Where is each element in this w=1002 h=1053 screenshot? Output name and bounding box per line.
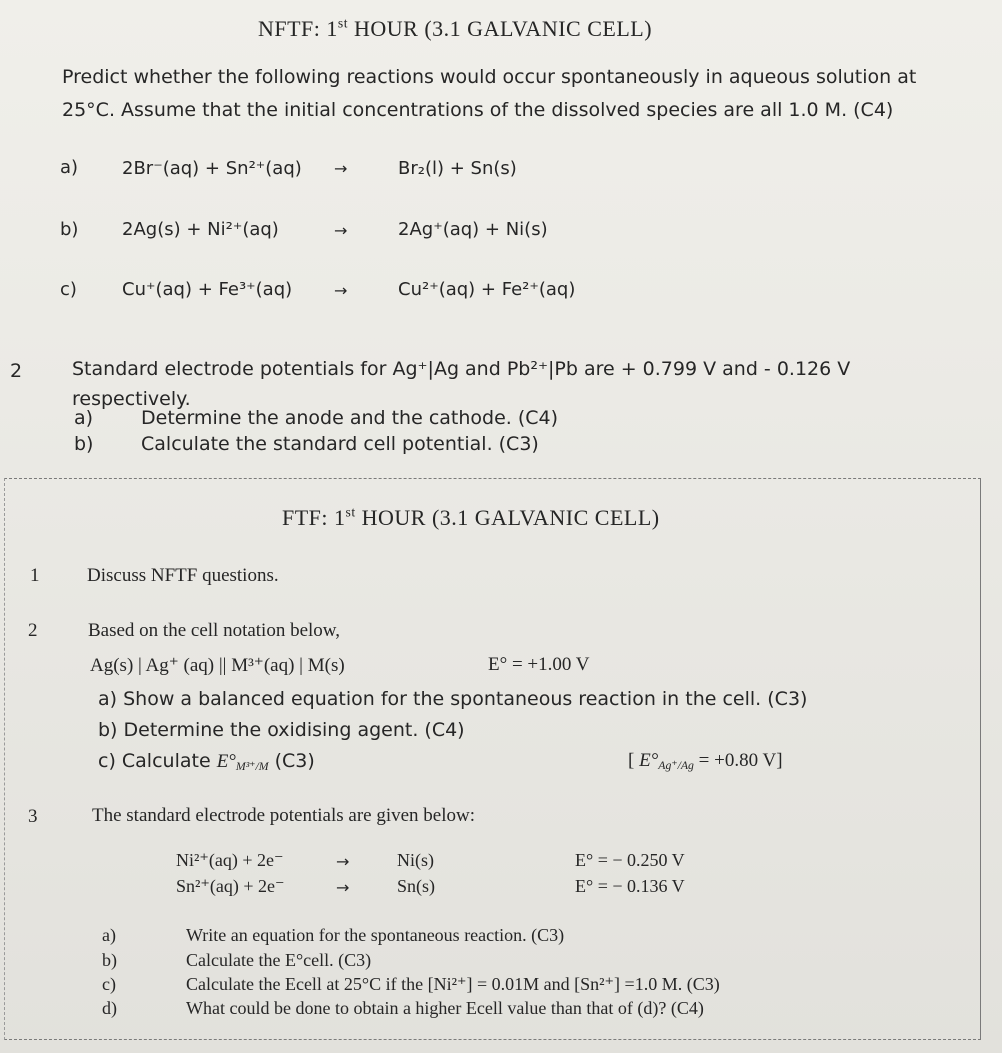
ftf-q3a-text: Write an equation for the spontaneous reaction. (C3) xyxy=(186,925,565,945)
nftf-q2-line2: respectively. xyxy=(72,388,191,410)
reaction-a-reactants: 2Br⁻(aq) + Sn²⁺(aq) xyxy=(122,158,302,179)
ftf-q3b-text: Calculate the E°cell. (C3) xyxy=(186,950,372,970)
ftf-q2-number: 2 xyxy=(28,620,38,641)
half-reaction-sn-right: Sn(s) xyxy=(397,876,436,896)
ftf-q3-text: The standard electrode potentials are given below: xyxy=(92,805,476,826)
ftf-title-superscript: st xyxy=(345,504,356,520)
nftf-q2a-label: a) xyxy=(74,407,94,429)
cell-potential: E° = +1.00 V xyxy=(488,654,590,675)
ftf-q2c xyxy=(98,750,315,773)
reaction-c-products: Cu²⁺(aq) + Fe²⁺(aq) xyxy=(398,279,576,300)
ftf-q3c-label: c) xyxy=(102,974,116,994)
ftf-q2b-text: b) Determine the oxidising agent. (C4) xyxy=(98,719,465,741)
half-reaction-sn-arrow: → xyxy=(336,878,350,897)
half-reaction-ni-left: Ni²⁺(aq) + 2e⁻ xyxy=(176,850,284,870)
cell-notation: Ag(s) | Ag⁺ (aq) || M³⁺(aq) | M(s) xyxy=(90,655,345,676)
ftf-q3d-label: d) xyxy=(102,998,117,1018)
given-open-bracket: [ xyxy=(628,750,635,771)
ftf-q1-number: 1 xyxy=(30,565,40,586)
half-reaction-sn-left: Sn²⁺(aq) + 2e⁻ xyxy=(176,876,285,896)
ftf-q2c-label: c) Calculate xyxy=(98,750,211,772)
nftf-q2-line1: Standard electrode potentials for Ag⁺|Ag and Pb²⁺|Pb are + 0.799 V and - 0.126 V xyxy=(72,358,851,380)
nftf-title-rest: HOUR (3.1 GALVANIC CELL) xyxy=(348,16,653,41)
reaction-a-label: a) xyxy=(60,157,79,178)
ftf-q3a-label: a) xyxy=(102,925,116,945)
half-reaction-ni-arrow: → xyxy=(336,852,350,871)
given-standard-potential xyxy=(628,750,783,772)
nftf-title xyxy=(258,16,652,42)
ftf-q2c-mark: (C3) xyxy=(274,750,315,772)
reaction-a-arrow: → xyxy=(334,159,348,178)
reaction-b-arrow: → xyxy=(334,221,348,240)
nftf-q2-number: 2 xyxy=(10,360,23,382)
reaction-c-arrow: → xyxy=(334,281,348,300)
nftf-q1-line2: 25°C. Assume that the initial concentrations of the dissolved species are all 1.0 M. (C4) xyxy=(62,99,894,121)
nftf-q2b-text: Calculate the standard cell potential. (C3) xyxy=(141,433,539,455)
ftf-q1-text: Discuss NFTF questions. xyxy=(87,565,279,586)
nftf-q1-line1: Predict whether the following reactions would occur spontaneously in aqueous solution at xyxy=(62,66,917,88)
nftf-q2a-text: Determine the anode and the cathode. (C4) xyxy=(141,407,559,429)
ftf-q3-number: 3 xyxy=(28,806,38,827)
reaction-c-reactants: Cu⁺(aq) + Fe³⁺(aq) xyxy=(122,279,293,300)
reaction-b-label: b) xyxy=(60,219,79,240)
nftf-title-text: NFTF: 1 xyxy=(258,16,338,41)
given-subscript: Ag⁺/Ag xyxy=(658,758,694,772)
ftf-q3b-label: b) xyxy=(102,950,117,970)
nftf-q2b-label: b) xyxy=(74,433,94,455)
half-reaction-sn-potential: E° = − 0.136 V xyxy=(575,876,685,896)
ftf-title-rest: HOUR (3.1 GALVANIC CELL) xyxy=(355,505,660,530)
ftf-q3d-text: What could be done to obtain a higher Ecell value than that of (d)? (C4) xyxy=(186,998,704,1018)
ftf-q2c-subscript: M³⁺/M xyxy=(235,759,269,773)
reaction-c-label: c) xyxy=(60,279,77,300)
nftf-title-superscript: st xyxy=(337,15,349,31)
reaction-b-reactants: 2Ag(s) + Ni²⁺(aq) xyxy=(122,219,279,240)
ftf-q2-text: Based on the cell notation below, xyxy=(88,620,341,641)
ftf-q2a-text: a) Show a balanced equation for the spontaneous reaction in the cell. (C3) xyxy=(98,688,808,710)
ftf-q3c-text: Calculate the Ecell at 25°C if the [Ni²⁺] = 0.01M and [Sn²⁺] =1.0 M. (C3) xyxy=(186,974,720,994)
ftf-title xyxy=(282,505,660,531)
half-reaction-ni-potential: E° = − 0.250 V xyxy=(575,850,685,870)
ftf-title-text: FTF: 1 xyxy=(282,505,346,530)
ftf-q2c-symbol: E° xyxy=(216,751,236,772)
given-symbol: E° xyxy=(639,750,659,771)
half-reaction-ni-right: Ni(s) xyxy=(397,850,434,870)
reaction-b-products: 2Ag⁺(aq) + Ni(s) xyxy=(398,219,548,240)
reaction-a-products: Br₂(l) + Sn(s) xyxy=(398,158,517,179)
given-value: = +0.80 V] xyxy=(698,750,783,771)
